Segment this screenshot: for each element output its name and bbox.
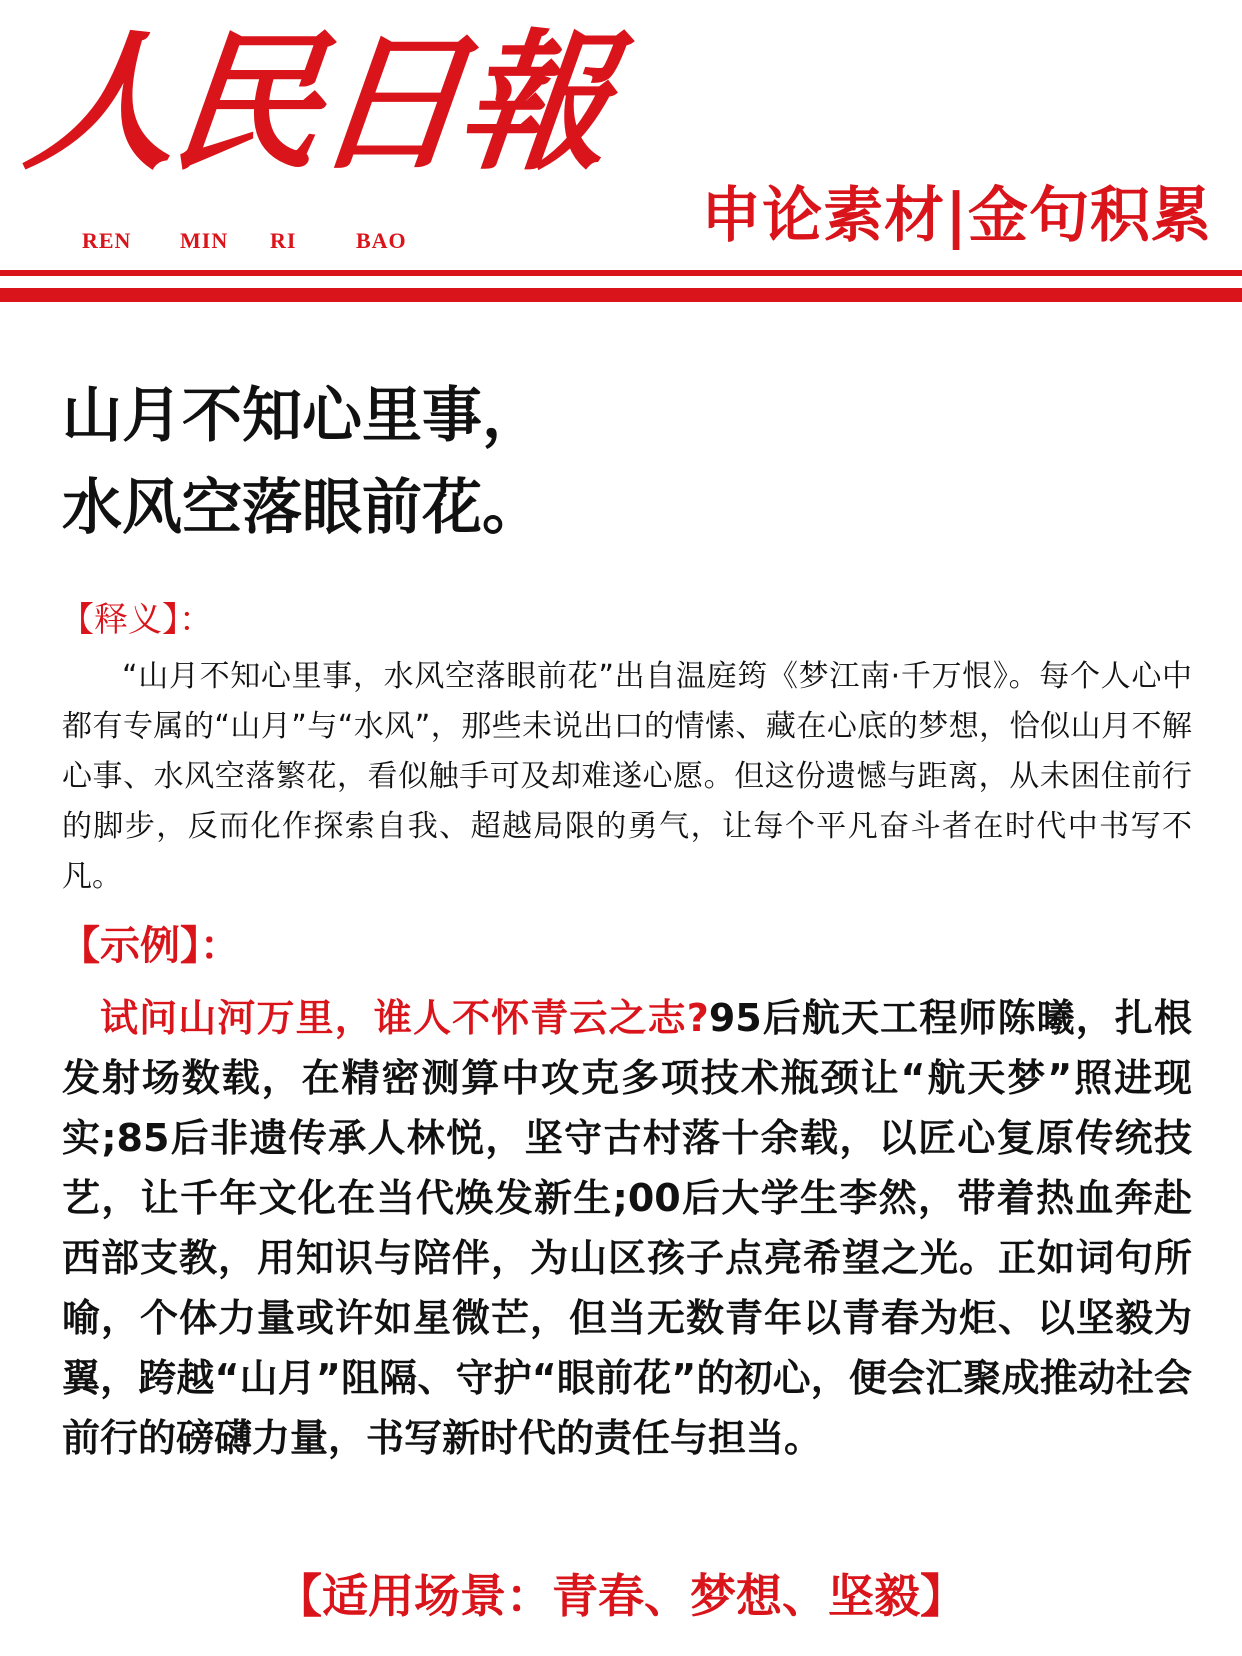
explanation-label: 【释义】： bbox=[60, 600, 213, 640]
masthead-pinyin-ri: RI bbox=[270, 228, 297, 253]
header-divider-thin bbox=[0, 270, 1242, 276]
masthead-pinyin-ren: REN bbox=[82, 228, 132, 253]
masthead-logo: 人民日報 bbox=[18, 15, 614, 191]
column-title: 申论素材|金句积累 bbox=[701, 181, 1212, 251]
header-divider-thick bbox=[0, 288, 1242, 302]
applicable-scenario: 【适用场景：青春、梦想、坚毅】 bbox=[276, 1569, 966, 1623]
masthead-pinyin-min: MIN bbox=[180, 228, 229, 253]
example-label: 【示例】： bbox=[60, 923, 240, 969]
example-text: 95后航天工程师陈曦，扎根发射场数载，在精密测算中攻克多项技术瓶颈让“航天梦”照进现实;85后非遗传承人林悦，坚守古村落十余载，以匠心复原传统技艺，让千年文化在当代焕发新生;00后大学生李然，带着热血奔赴西部支教，用知识与陪伴，为山区孩子点亮希望之光。正如词句所喻，个体力量或许如星微芒，但当无数青年以青春为炬、以坚毅为翼，跨越“山月”阻隔、守护“眼前花”的初心，便会汇聚成推动社会前行的磅礴力量，书写新时代的责任与担当。 bbox=[62, 996, 1192, 1460]
example-paragraph bbox=[62, 988, 1192, 1468]
poem-line-2: 水风空落眼前花。 bbox=[62, 473, 542, 543]
explanation-text: “山月不知心里事，水风空落眼前花”出自温庭筠《梦江南·千万恨》。每个人心中都有专属的“山月”与“水风”，那些未说出口的情愫、藏在心底的梦想，恰似山月不解心事、水风空落繁花，看似触手可及却难遂心愿。但这份遗憾与距离，从未困住前行的脚步，反而化作探索自我、超越局限的勇气，让每个平凡奋斗者在时代中书写不凡。 bbox=[62, 659, 1192, 894]
poem-line-1: 山月不知心里事， bbox=[62, 381, 542, 451]
masthead-pinyin-bao: BAO bbox=[356, 228, 407, 253]
example-highlight: 试问山河万里，谁人不怀青云之志? bbox=[100, 996, 709, 1040]
poem-quote bbox=[62, 370, 1202, 554]
header bbox=[0, 0, 1242, 300]
